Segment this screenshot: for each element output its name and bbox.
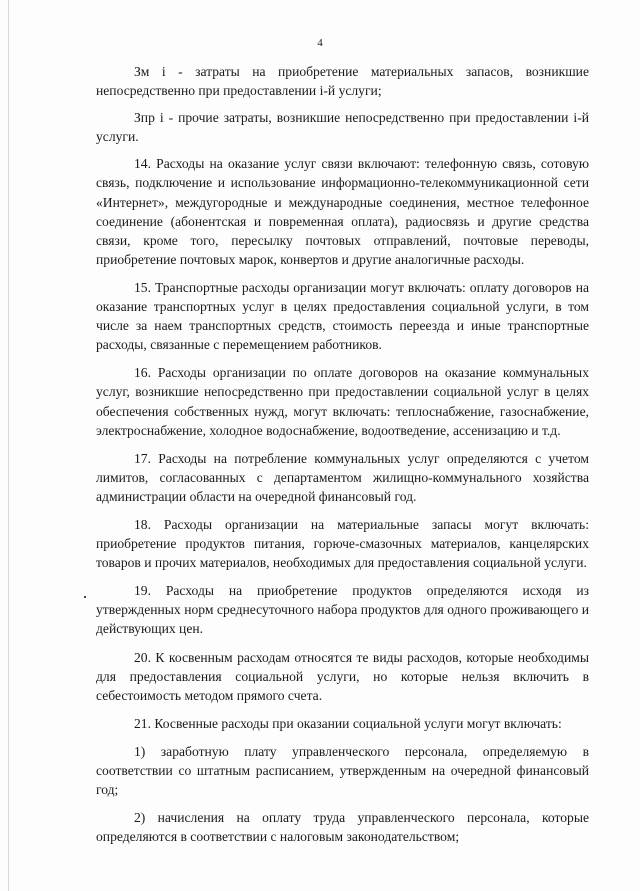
- paragraph-17: 17. Расходы на потребление коммунальных услуг определяются с учетом лимитов, согласованных с департаментом жилищно-коммунального хозяйства администрации области на очередной финансовый год.: [96, 450, 589, 504]
- paragraph-19: 19. Расходы на приобретение продуктов определяются исходя из утвержденных норм среднесуточного набора продуктов для одного проживающего и действующих цен.: [96, 583, 589, 637]
- list-item-1: 1) заработную плату управленческого персонала, определяемую в соответствии со штатным расписанием, утвержденным на очередной финансовый год;: [96, 743, 589, 798]
- document-body: [96, 62, 589, 855]
- scan-edge-line: [8, 0, 9, 891]
- paragraph-21: 21. Косвенные расходы при оказании социальной услуги могут включать:: [134, 715, 562, 731]
- paragraph-other-costs: Зпр і - прочие затраты, возникшие непосредственно при предоставлении і-й услуги.: [96, 110, 589, 145]
- paragraph-15: 15. Транспортные расходы организации могут включать: оплату договоров на оказание транспортных услуг в целях предоставления социальной услуги, в том числе за наем транспортных средств, стоимость переезда и иные транспортные расходы, связанные с перемещением работников.: [96, 279, 589, 353]
- list-item-2: 2) начисления на оплату труда управленческого персонала, которые определяются в соответствии с налоговым законодательством;: [96, 810, 589, 845]
- page-number: 4: [317, 37, 323, 49]
- paragraph-16: 16. Расходы организации по оплате договоров на оказание коммунальных услуг, возникшие непосредственно при предоставлении социальной услуг в целях обеспечения собственных нужд, могут включать: теплоснабжение, газоснабжение, электроснабжение, холодное водоснабжение, водоотведение, ассенизацию и т.д.: [96, 365, 589, 438]
- paragraph-14: 14. Расходы на оказание услуг связи включают: телефонную связь, сотовую связь, подключение и использование информационно-телекоммуникационной сети «Интернет», междугородные и международные соединения, местное телефонное соединение (абонентская и повременная оплата), радиосвязь и другие средства связи, кроме того, пересылку почтовых отправлений, почтовые переводы, приобретение почтовых марок, конвертов и другие аналогичные расходы.: [96, 156, 589, 267]
- paragraph-18: 18. Расходы организации на материальные запасы могут включать: приобретение продуктов питания, горюче-смазочных материалов, канцелярских товаров и прочих материалов, необходимых для предоставления социальной услуги.: [96, 516, 589, 571]
- paragraph-20: 20. К косвенным расходам относятся те виды расходов, которые необходимы для предоставления социальной услуги, но которые нельзя включить в себестоимость методом прямого счета.: [96, 649, 589, 703]
- scan-dot-mark: [84, 596, 86, 598]
- paragraph-material-costs: Зм і - затраты на приобретение материальных запасов, возникшие непосредственно при предоставлении і-й услуги;: [96, 64, 589, 99]
